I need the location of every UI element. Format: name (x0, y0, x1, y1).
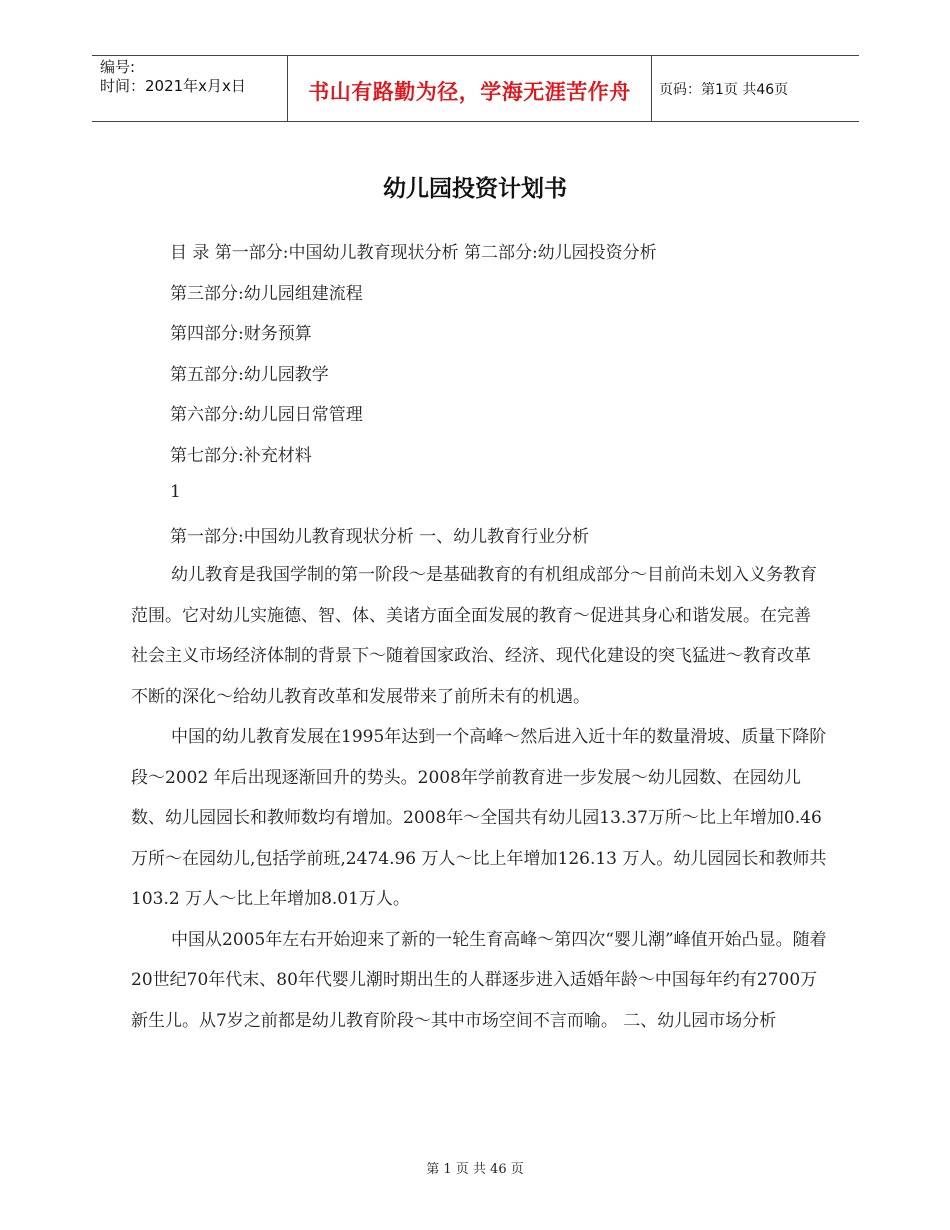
number-label: 编号: (100, 58, 136, 76)
section-heading: 第一部分:中国幼儿教育现状分析 一、幼儿教育行业分析 (170, 527, 590, 547)
paragraph: 幼儿教育是我国学制的第一阶段～是基础教育的有机组成部分～目前尚未划入义务教育范围。它对幼儿实施德、智、体、美诸方面全面发展的教育～促进其身心和谐发展。在完善社会主义市场经济体制的背景下～随着国家政治、经济、现代化建设的突飞猛进～教育改革不断的深化～给幼儿教育改革和发展带来了前所未有的机遇。 (131, 565, 817, 707)
toc-line: 第六部分:幼儿园日常管理 (170, 405, 363, 425)
toc-line: 第五部分:幼儿园教学 (170, 365, 329, 385)
toc-line: 目 录 第一部分:中国幼儿教育现状分析 第二部分:幼儿园投资分析 (170, 243, 657, 263)
page-marker: 1 (170, 482, 181, 502)
header-page-info: 页码：第1页 共46页 (659, 82, 789, 98)
page-footer: 第 1 页 共 46 页 (426, 1162, 524, 1177)
paragraph: 中国的幼儿教育发展在1995年达到一个高峰～然后进入近十年的数量滑坡、质量下降阶段～2002 年后出现逐渐回升的势头。2008年学前教育进一步发展～幼儿园数、在园幼儿数、幼儿园园长和教师数均有增加。2008年～全国共有幼儿园13.37万所～比上年增加0.46 万所～在园幼儿,包括学前班,2474.96 万人～比上年增加126.13 万人。幼儿园园长和教师共103.2 万人～比上年增加8.01万人。 (131, 727, 827, 909)
header-divider-right (651, 55, 652, 121)
toc-line: 第七部分:补充材料 (170, 446, 312, 466)
toc-line: 第四部分:财务预算 (170, 324, 312, 344)
date-label: 时间：2021年x月x日 (100, 77, 246, 95)
document-title: 幼儿园投资计划书 (383, 176, 567, 202)
body-text (131, 555, 827, 1041)
header-meta (100, 58, 246, 96)
header-bottom-rule (92, 121, 859, 122)
header-motto: 书山有路勤为径，学海无涯苦作舟 (308, 80, 631, 104)
paragraph: 中国从2005年左右开始迎来了新的一轮生育高峰～第四次“婴儿潮”峰值开始凸显。随着20世纪70年代末、80年代婴儿潮时期出生的人群逐步进入适婚年龄～中国每年约有2700万新生儿。从7岁之前都是幼儿教育阶段～其中市场空间不言而喻。 二、幼儿园市场分析 (131, 929, 827, 1031)
header-top-rule (92, 55, 859, 56)
toc-line: 第三部分:幼儿园组建流程 (170, 284, 363, 304)
